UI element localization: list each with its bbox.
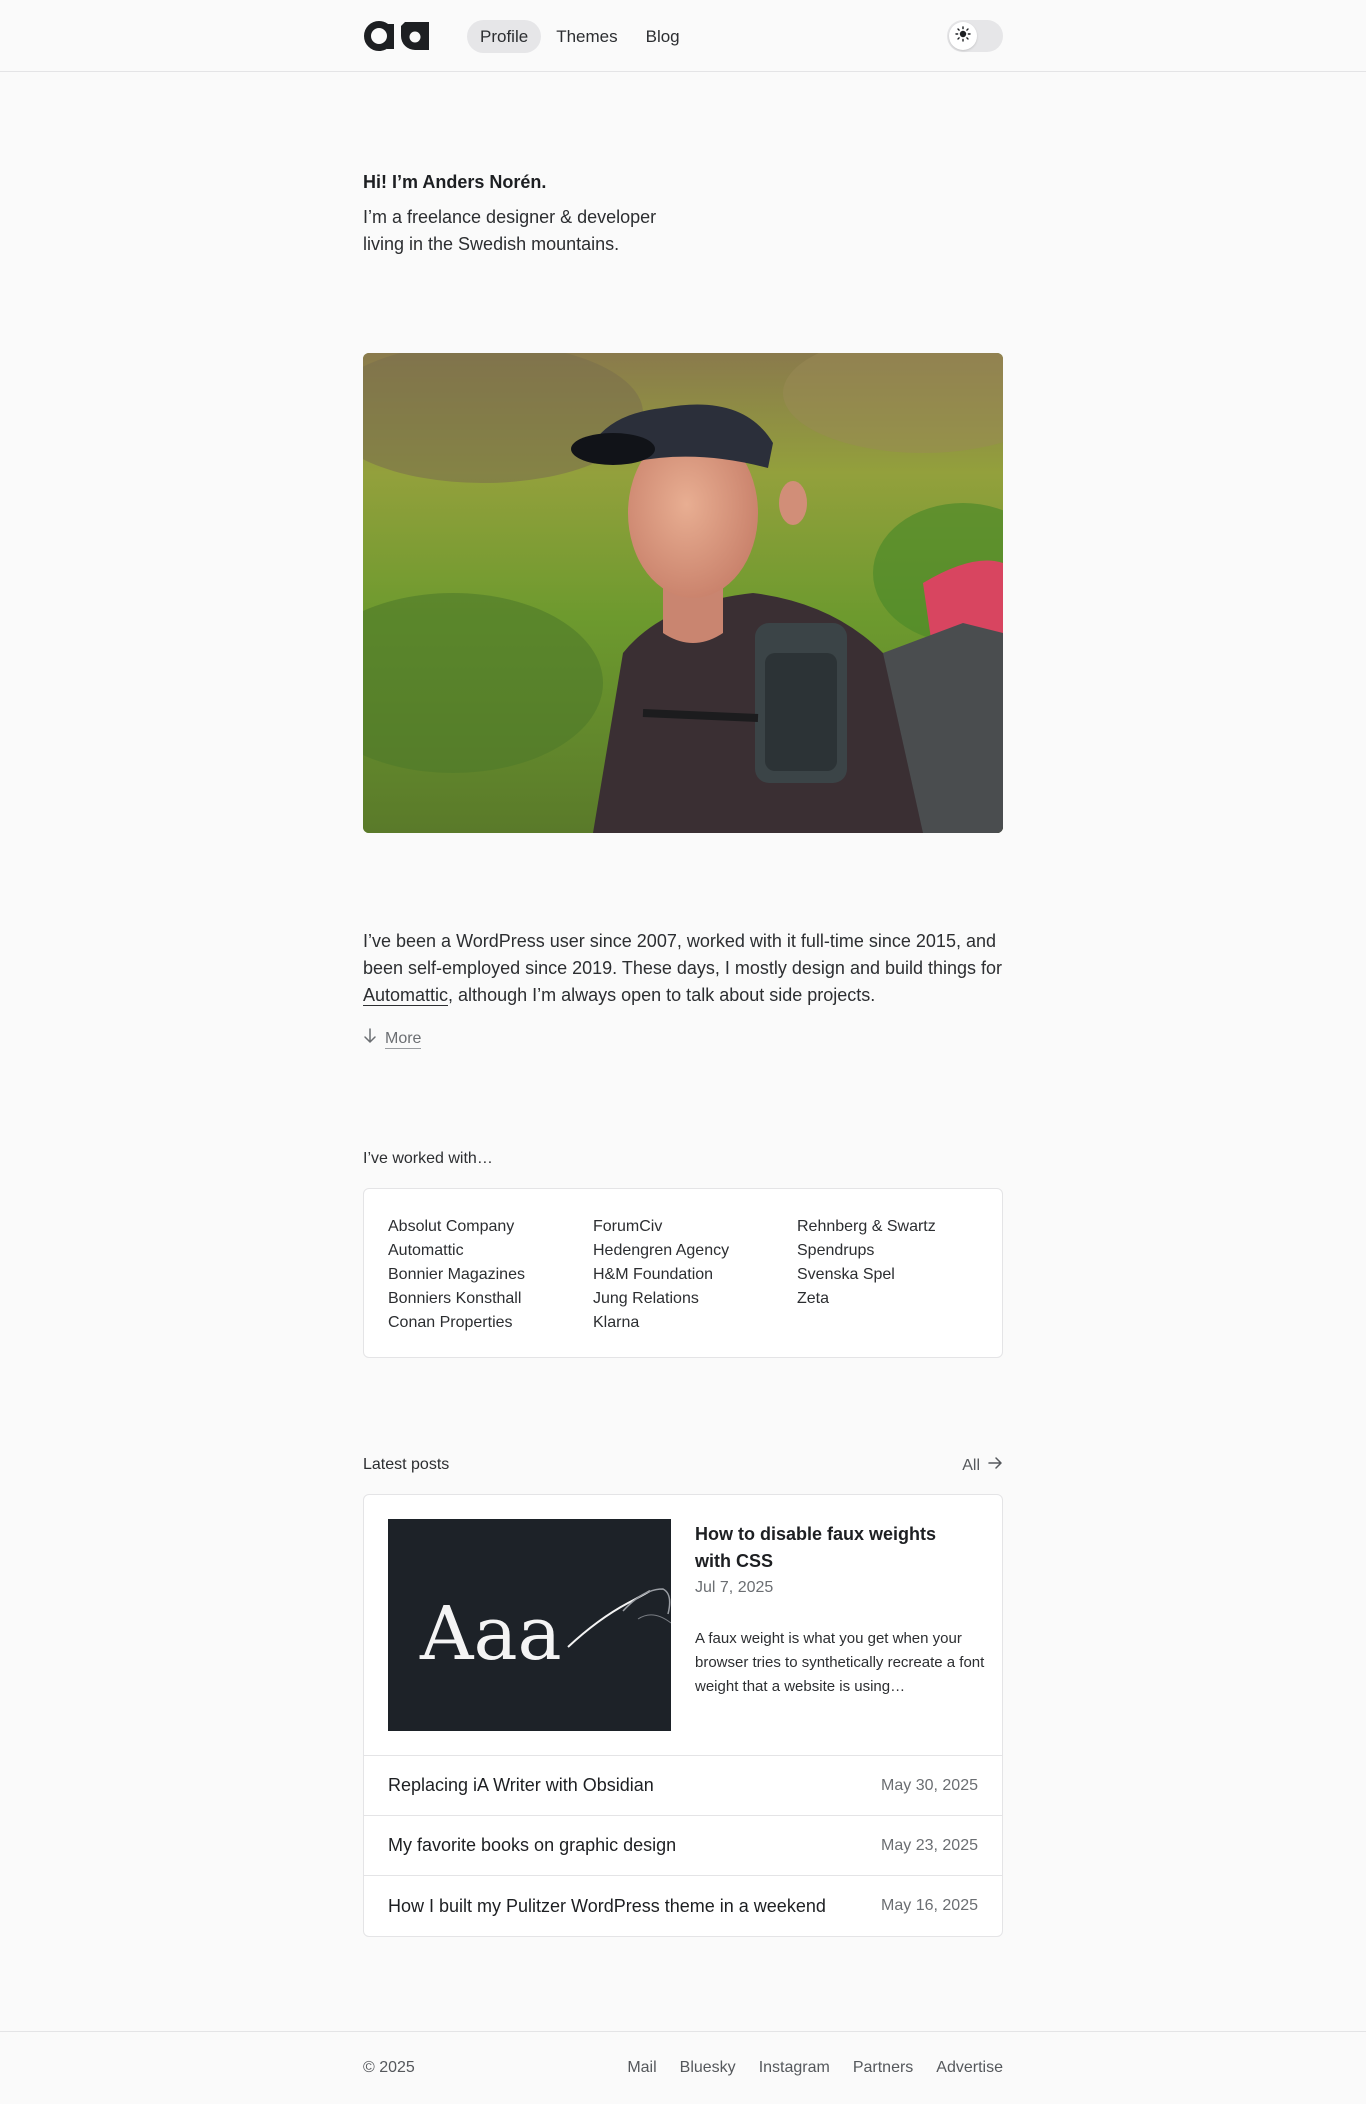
nav-blog[interactable]: Blog bbox=[645, 26, 680, 46]
post-title: My favorite books on graphic design bbox=[388, 1835, 677, 1855]
featured-post-thumbnail[interactable] bbox=[388, 1519, 671, 1731]
client-item: Svenska Spel bbox=[797, 1266, 895, 1283]
automattic-link[interactable]: Automattic bbox=[363, 985, 449, 1005]
copyright: © 2025 bbox=[363, 2059, 415, 2076]
post-row[interactable] bbox=[364, 1876, 1002, 1936]
post-row[interactable] bbox=[364, 1756, 1002, 1816]
posts-list bbox=[363, 1494, 1003, 1937]
arrow-down-icon bbox=[363, 1028, 377, 1049]
posts-heading: Latest posts bbox=[363, 1456, 450, 1473]
clients-list bbox=[363, 1188, 1003, 1358]
client-item: H&M Foundation bbox=[593, 1266, 714, 1283]
client-item: Jung Relations bbox=[593, 1290, 699, 1307]
client-item: Zeta bbox=[797, 1290, 830, 1307]
footer-link-bluesky[interactable]: Bluesky bbox=[679, 2059, 736, 2076]
clients-column-2 bbox=[593, 1215, 797, 1357]
post-date: May 23, 2025 bbox=[881, 1836, 978, 1854]
client-item: Hedengren Agency bbox=[593, 1242, 730, 1259]
post-date: May 30, 2025 bbox=[881, 1776, 978, 1794]
toggle-knob bbox=[949, 22, 977, 50]
about-text-end: , although I’m always open to talk about side projects. bbox=[448, 985, 876, 1005]
client-item: Automattic bbox=[388, 1242, 464, 1259]
thumbnail-text: Aaa bbox=[420, 1591, 562, 1677]
about-text-start: I’ve been a WordPress user since 2007, worked with it full-time since 2015, and been self-employed since 2019. These days, I mostly design and build things for bbox=[363, 931, 1003, 978]
client-item: Bonniers Konsthall bbox=[388, 1290, 522, 1307]
featured-post-date: Jul 7, 2025 bbox=[695, 1579, 774, 1596]
portrait-photo bbox=[363, 353, 1003, 833]
footer-links bbox=[627, 2059, 1003, 2077]
clients-heading: I’ve worked with… bbox=[363, 1150, 493, 1167]
featured-post-excerpt: A faux weight is what you get when your browser tries to synthetically recreate a font weight that a website is using… bbox=[695, 1630, 985, 1695]
footer-link-instagram[interactable]: Instagram bbox=[758, 2059, 830, 2076]
about-text bbox=[363, 928, 1003, 1009]
client-item: Conan Properties bbox=[388, 1314, 513, 1331]
all-posts-label: All bbox=[962, 1456, 980, 1474]
client-item: ForumCiv bbox=[593, 1218, 663, 1235]
footer-link-partners[interactable]: Partners bbox=[852, 2059, 914, 2076]
footer-link-mail[interactable]: Mail bbox=[627, 2059, 657, 2076]
client-item: Spendrups bbox=[797, 1242, 875, 1259]
more-link[interactable] bbox=[363, 1028, 1003, 1049]
theme-toggle[interactable] bbox=[947, 20, 1003, 52]
client-item: Rehnberg & Swartz bbox=[797, 1218, 936, 1235]
featured-post-title[interactable]: How to disable faux weights with CSS bbox=[695, 1524, 937, 1571]
post-title: How I built my Pulitzer WordPress theme in a weekend bbox=[388, 1895, 826, 1916]
nav-themes[interactable]: Themes bbox=[556, 26, 618, 46]
site-header bbox=[0, 0, 1366, 72]
more-label: More bbox=[385, 1029, 422, 1047]
main-nav bbox=[467, 20, 693, 53]
client-item: Bonnier Magazines bbox=[388, 1266, 525, 1283]
intro-bio: I’m a freelance designer & developer living in the Swedish mountains. bbox=[363, 207, 657, 254]
client-item: Klarna bbox=[593, 1314, 640, 1331]
intro-greeting: Hi! I’m Anders Norén. bbox=[363, 172, 547, 192]
arrow-right-icon bbox=[988, 1456, 1003, 1475]
nav-profile[interactable]: Profile bbox=[467, 20, 541, 53]
all-posts-link[interactable] bbox=[962, 1456, 1003, 1475]
sun-icon bbox=[955, 26, 971, 47]
footer-link-advertise[interactable]: Advertise bbox=[936, 2059, 1003, 2076]
clients-column-3 bbox=[797, 1215, 977, 1357]
site-footer bbox=[0, 2031, 1366, 2104]
site-logo[interactable] bbox=[363, 18, 433, 54]
featured-post[interactable] bbox=[364, 1495, 1002, 1756]
client-item: Absolut Company bbox=[388, 1218, 515, 1235]
post-title: Replacing iA Writer with Obsidian bbox=[388, 1775, 654, 1795]
clients-column-1 bbox=[388, 1215, 593, 1357]
post-date: May 16, 2025 bbox=[881, 1897, 978, 1914]
post-row[interactable] bbox=[364, 1816, 1002, 1876]
